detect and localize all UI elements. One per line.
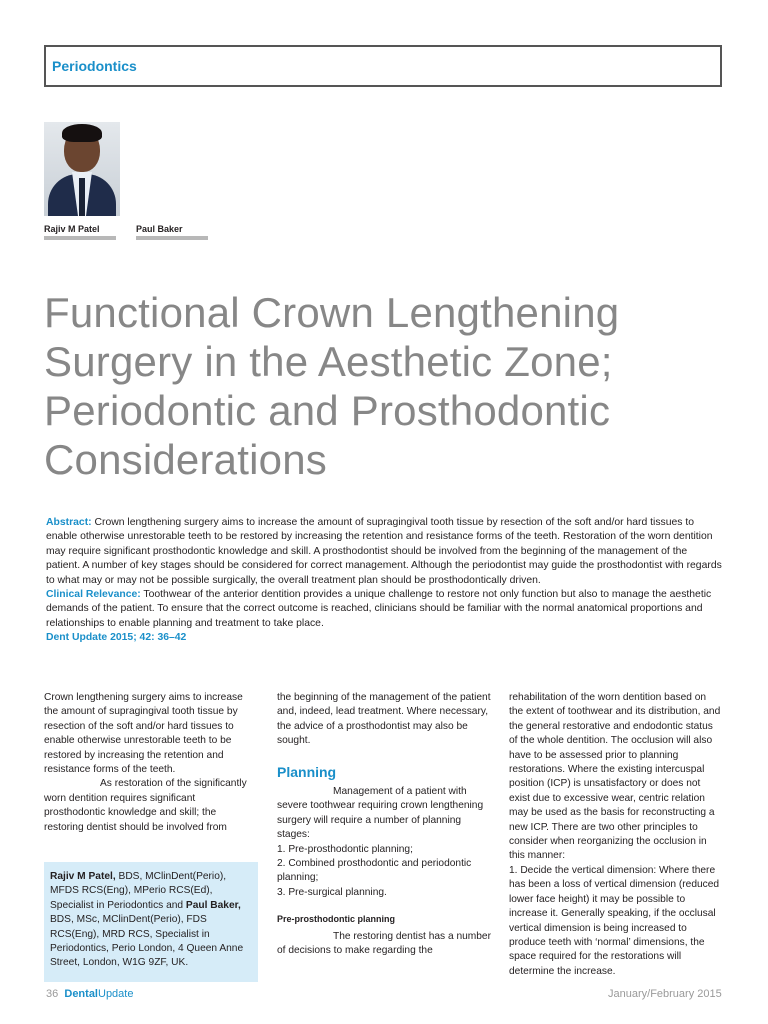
body-column-3 (509, 691, 723, 979)
paragraph: Crown lengthening surgery aims to increase the amount of supragingival tooth tissue by resection of the soft and/or hard tissues to enable otherwise unrestorable teeth to be restored by increasing the retention and resistance forms of the teeth. (44, 692, 243, 776)
affiliation-name-2: Paul Baker, (185, 899, 241, 911)
abstract-text: Crown lengthening surgery aims to increase the amount of supragingival tooth tissue by resection of the soft and/or hard tissues to enable otherwise unrestorable teeth to be restored by increasing the retention and resistance forms of the teeth. Restoration of the worn dentition may require significant prosthodontic knowledge and skill. A prosthodontist should be involved from the beginning of the management of the patient. A number of key stages should be considered for correct management. Although the periodontist may guide the prosthodontist with regards to what may or may not be possible surgically, the overall treatment plan should be prosthodontically driven. (46, 517, 722, 586)
body-column-1 (44, 691, 256, 835)
author-name-1: Rajiv M Patel (44, 224, 100, 234)
author-bar-1 (44, 236, 116, 240)
footer-left (46, 988, 133, 1000)
author-bar-2 (136, 236, 208, 240)
citation: Dent Update 2015; 42: 36–42 (46, 632, 187, 644)
author-name-2: Paul Baker (136, 224, 183, 234)
clinical-relevance-text: Toothwear of the anterior dentition provides a unique challenge to restore not only function but also to manage the aesthetic demands of the patient. To ensure that the correct outcome is reached, clinicians should be familiar with the normal anatomical proportions and relationships to enable planning and treatment to take place. (46, 589, 712, 629)
body-column-2 (277, 691, 491, 959)
title-line: Functional Crown Lengthening (44, 289, 620, 336)
paragraph: 1. Decide the vertical dimension: Where there has been a loss of vertical dimension (reduced lower face height) it may be possible to increase it. Generally speaking, if the occlusal vertical dimension is being increased to produce teeth with ‘normal’ dimensions, the space required for the restorations will determine the increase. (509, 864, 720, 977)
page-number: 36 (46, 988, 59, 1000)
section-label: Periodontics (52, 58, 137, 74)
affiliation-text-2: BDS, MSc, MClinDent(Perio), FDS RCS(Eng), MRD RCS, Specialist in Periodontics, Perio London, 4 Queen Anne Street, London, W1G 9ZF, UK. (50, 914, 244, 969)
subheading-pre-prosthodontic: Pre-prosthodontic planning (277, 914, 395, 925)
abstract-label: Abstract: (46, 517, 92, 528)
paragraph: rehabilitation of the worn dentition based on the extent of toothwear and its distribution, and the general restorative and endodontic status of the whole dentition. The occlusion will also have to be assessed prior to planning restorations. Where the existing intercuspal position (ICP) is unsatisfactory or does not exist due to excessive wear, centric relation may be used as the basis for reconstructing a new ICP. There are two other principles to consider when reorganizing the occlusion in this manner: (509, 692, 721, 862)
affiliation-text-1: BDS, MClinDent(Perio), MFDS RCS(Eng), MPerio RCS(Ed), Specialist in Periodontics and (50, 871, 227, 911)
paragraph: The restoring dentist has a number of decisions to make regarding the (277, 930, 491, 957)
photo-tie (79, 178, 85, 216)
paragraph: Management of a patient with severe toothwear requiring crown lengthening surgery will require a number of planning stages: (277, 786, 484, 841)
list-item: 3. Pre-surgical planning. (277, 886, 387, 898)
title-line: Surgery in the Aesthetic Zone; (44, 338, 613, 385)
clinical-relevance-label: Clinical Relevance: (46, 589, 141, 601)
title-line: Periodontic and Prosthodontic (44, 387, 611, 434)
affiliation-name-1: Rajiv M Patel, (50, 871, 116, 882)
paragraph: the beginning of the management of the patient and, indeed, lead treatment. Where necessary, the advice of a prosthodontist may also be sought. (277, 692, 491, 747)
photo-hair (62, 124, 102, 142)
section-heading-planning: Planning (277, 763, 337, 780)
list-item: 2. Combined prosthodontic and periodontic planning; (277, 858, 472, 884)
title-line: Considerations (44, 436, 327, 483)
abstract-block (46, 516, 724, 646)
article-title (44, 288, 734, 484)
author-photo (44, 122, 120, 216)
journal-name-bold: Dental (64, 988, 98, 1000)
section-header-box (44, 45, 722, 87)
list-item: 1. Pre-prosthodontic planning; (277, 843, 413, 855)
journal-name-rest: Update (98, 988, 134, 1000)
paragraph: As restoration of the significantly worn dentition requires significant prosthodontic knowledge and skill; the restoring dentist should be involved from (44, 778, 247, 833)
author-affiliation-box (44, 862, 258, 982)
footer-date: January/February 2015 (608, 988, 722, 1000)
